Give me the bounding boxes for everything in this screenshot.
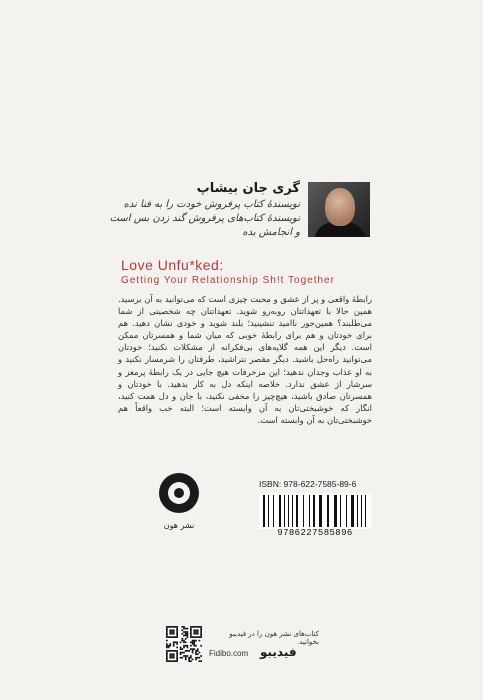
qr-cell bbox=[176, 641, 178, 643]
qr-cell bbox=[183, 645, 185, 647]
qr-cell bbox=[195, 652, 197, 654]
qr-cell bbox=[173, 641, 175, 643]
qr-cell bbox=[183, 626, 185, 628]
barcode-bar bbox=[268, 495, 269, 527]
qr-cell bbox=[169, 660, 171, 662]
barcode-bar bbox=[361, 495, 362, 527]
publisher-name: نشر هون bbox=[163, 521, 195, 530]
qr-cell bbox=[183, 655, 185, 657]
qr-cell bbox=[190, 633, 192, 635]
qr-cell bbox=[181, 626, 183, 628]
qr-cell bbox=[171, 650, 173, 652]
qr-cell bbox=[193, 648, 195, 650]
qr-cell bbox=[173, 650, 175, 652]
qr-cell bbox=[176, 636, 178, 638]
barcode-bar bbox=[365, 495, 366, 527]
barcode-bar bbox=[319, 495, 322, 527]
qr-cell bbox=[181, 638, 183, 640]
qr-cell bbox=[193, 645, 195, 647]
qr-cell bbox=[166, 640, 168, 642]
qr-cell bbox=[200, 645, 202, 647]
author-photo-face bbox=[325, 188, 355, 226]
qr-cell bbox=[181, 633, 183, 635]
qr-cell bbox=[197, 633, 199, 635]
barcode-bar bbox=[313, 495, 315, 527]
qr-cell bbox=[183, 635, 185, 637]
qr-cell bbox=[200, 631, 202, 633]
qr-cell bbox=[185, 628, 187, 630]
qr-cell bbox=[195, 657, 197, 659]
qr-cell bbox=[173, 629, 175, 631]
qr-cell bbox=[187, 635, 189, 637]
qr-cell bbox=[175, 626, 177, 628]
qr-cell bbox=[195, 645, 197, 647]
qr-cell bbox=[188, 657, 190, 659]
qr-cell bbox=[192, 652, 194, 654]
qr-cell bbox=[169, 636, 171, 638]
qr-cell bbox=[176, 633, 178, 635]
qr-cell bbox=[166, 659, 168, 661]
qr-cell bbox=[200, 629, 202, 631]
qr-cell bbox=[171, 660, 173, 662]
qr-cell bbox=[199, 636, 201, 638]
qr-cell bbox=[183, 647, 185, 649]
qr-cell bbox=[176, 659, 178, 661]
qr-cell bbox=[185, 659, 187, 661]
qr-cell bbox=[193, 631, 195, 633]
qr-cell bbox=[185, 641, 187, 643]
qr-cell bbox=[187, 650, 189, 652]
qr-cell bbox=[166, 635, 168, 637]
qr-cell bbox=[171, 655, 173, 657]
qr-cell bbox=[168, 626, 170, 628]
barcode bbox=[259, 493, 371, 529]
qr-cell bbox=[173, 653, 175, 655]
barcode-bar bbox=[273, 495, 274, 527]
qr-cell bbox=[173, 657, 175, 659]
qr-cell bbox=[190, 655, 192, 657]
qr-cell bbox=[190, 628, 192, 630]
qr-cell bbox=[169, 657, 171, 659]
qr-cell bbox=[166, 633, 168, 635]
qr-cell bbox=[166, 629, 168, 631]
qr-cell bbox=[176, 628, 178, 630]
qr-cell bbox=[200, 633, 202, 635]
qr-cell bbox=[175, 641, 177, 643]
qr-cell bbox=[193, 641, 195, 643]
qr-cell bbox=[171, 636, 173, 638]
qr-cell bbox=[168, 650, 170, 652]
qr-cell bbox=[192, 650, 194, 652]
barcode-digits: 9786227585896 bbox=[277, 528, 353, 538]
qr-cell bbox=[176, 626, 178, 628]
book-title-english: Love Unfu*ked: bbox=[121, 257, 224, 273]
qr-cell bbox=[180, 647, 182, 649]
qr-cell bbox=[187, 655, 189, 657]
qr-cell bbox=[197, 629, 199, 631]
qr-cell bbox=[166, 650, 168, 652]
qr-cell bbox=[197, 636, 199, 638]
qr-cell bbox=[166, 636, 168, 638]
qr-cell bbox=[173, 645, 175, 647]
qr-cell bbox=[183, 641, 185, 643]
qr-cell bbox=[199, 660, 201, 662]
qr-cell bbox=[192, 659, 194, 661]
qr-cell bbox=[185, 635, 187, 637]
qr-cell bbox=[173, 633, 175, 635]
qr-cell bbox=[185, 638, 187, 640]
qr-cell bbox=[173, 660, 175, 662]
qr-cell bbox=[176, 660, 178, 662]
barcode-bar bbox=[334, 495, 337, 527]
qr-cell bbox=[166, 660, 168, 662]
qr-cell bbox=[197, 648, 199, 650]
qr-cell bbox=[187, 628, 189, 630]
qr-cell bbox=[197, 650, 199, 652]
qr-cell bbox=[199, 657, 201, 659]
qr-cell bbox=[183, 631, 185, 633]
qr-cell bbox=[192, 641, 194, 643]
qr-cell bbox=[197, 626, 199, 628]
qr-cell bbox=[166, 657, 168, 659]
qr-cell bbox=[193, 636, 195, 638]
qr-cell bbox=[190, 636, 192, 638]
qr-cell bbox=[176, 655, 178, 657]
qr-cell bbox=[192, 643, 194, 645]
qr-cell bbox=[169, 631, 171, 633]
barcode-bar bbox=[288, 495, 289, 527]
qr-cell bbox=[166, 628, 168, 630]
qr-cell bbox=[190, 631, 192, 633]
barcode-bar bbox=[327, 495, 329, 527]
qr-cell bbox=[197, 657, 199, 659]
blurb-paragraph: رابطۀ واقعی و پر از عشق و محبت چیزی است که می‌توانید به آن برسید. همین حالا با تعهداتتان روبه‌رو شوید. تعهداتتان چه شخصیتی از شما می‌طلبند؟ همین‌جور ناامید ننشینید؛ بلند شوید و خودی نشان دهید. هم برای خودتان و هم برای رابطۀ خوبی که میان شما و همسرتان ممکن است. دیگر این همه گلایه‌های بی‌فکرانه از مشکلات نکنید؛ خودتان می‌توانید راه‌حل باشید. دیگر مقصر نتراشید، طرفتان را شرمسار نکنید و به او عذاب وجدان ندهید؛ این مزخرفات هیچ جایی در یک رابطۀ پرمغز و سرشار از عشق ندارد. خلاصه اینکه دل به کار بدهید. با خودتان و همسرتان صادق باشید، هیچ‌چیز را مخفی نکنید، با جان و دل همت کنید، انگار که خوشبختی‌تان به آن وابسته است؛ البته خب واقعاً هم خوشبختی‌تان به آن وابسته است. bbox=[118, 294, 372, 425]
qr-code-icon bbox=[166, 626, 202, 662]
qr-cell bbox=[199, 640, 201, 642]
qr-cell bbox=[171, 631, 173, 633]
qr-cell bbox=[185, 650, 187, 652]
qr-cell bbox=[166, 655, 168, 657]
qr-cell bbox=[176, 657, 178, 659]
qr-cell bbox=[195, 629, 197, 631]
author-credit-3: و انجامش بده bbox=[242, 227, 300, 238]
qr-cell bbox=[169, 655, 171, 657]
qr-cell bbox=[192, 640, 194, 642]
qr-cell bbox=[190, 635, 192, 637]
qr-cell bbox=[192, 648, 194, 650]
book-subtitle-english: Getting Your Relationship Sh!t Together bbox=[121, 275, 335, 286]
qr-cell bbox=[190, 657, 192, 659]
qr-cell bbox=[175, 660, 177, 662]
qr-cell bbox=[195, 636, 197, 638]
qr-cell bbox=[193, 633, 195, 635]
qr-cell bbox=[190, 645, 192, 647]
qr-cell bbox=[188, 659, 190, 661]
qr-cell bbox=[166, 645, 168, 647]
qr-cell bbox=[200, 628, 202, 630]
qr-cell bbox=[200, 655, 202, 657]
barcode-bar bbox=[303, 495, 304, 527]
qr-cell bbox=[181, 657, 183, 659]
qr-cell bbox=[195, 626, 197, 628]
qr-cell bbox=[185, 657, 187, 659]
qr-cell bbox=[180, 653, 182, 655]
qr-cell bbox=[176, 631, 178, 633]
qr-cell bbox=[180, 657, 182, 659]
qr-cell bbox=[176, 647, 178, 649]
author-credit-1: نویسندۀ کتاب پرفروش خودت را به فنا نده bbox=[123, 199, 300, 210]
qr-cell bbox=[190, 629, 192, 631]
qr-cell bbox=[180, 641, 182, 643]
qr-cell bbox=[173, 636, 175, 638]
barcode-bar bbox=[340, 495, 341, 527]
qr-cell bbox=[195, 633, 197, 635]
qr-cell bbox=[169, 643, 171, 645]
qr-cell bbox=[166, 647, 168, 649]
qr-cell bbox=[185, 633, 187, 635]
barcode-bar bbox=[263, 495, 265, 527]
barcode-bar bbox=[279, 495, 281, 527]
qr-cell bbox=[181, 629, 183, 631]
qr-cell bbox=[173, 643, 175, 645]
barcode-bar bbox=[357, 495, 358, 527]
qr-cell bbox=[169, 633, 171, 635]
qr-cell bbox=[171, 657, 173, 659]
qr-cell bbox=[200, 626, 202, 628]
qr-cell bbox=[185, 631, 187, 633]
qr-cell bbox=[193, 643, 195, 645]
qr-cell bbox=[190, 641, 192, 643]
qr-cell bbox=[173, 655, 175, 657]
qr-cell bbox=[190, 648, 192, 650]
qr-cell bbox=[176, 650, 178, 652]
qr-cell bbox=[181, 652, 183, 654]
blurb bbox=[118, 293, 372, 426]
qr-cell bbox=[180, 652, 182, 654]
qr-cell bbox=[175, 636, 177, 638]
author-photo bbox=[308, 182, 370, 237]
qr-cell bbox=[169, 626, 171, 628]
qr-cell bbox=[187, 633, 189, 635]
fidibo-domain: Fidibo.com bbox=[209, 649, 249, 658]
barcode-bar bbox=[296, 495, 298, 527]
qr-cell bbox=[183, 628, 185, 630]
qr-cell bbox=[187, 631, 189, 633]
qr-cell bbox=[176, 652, 178, 654]
qr-cell bbox=[190, 660, 192, 662]
qr-cell bbox=[187, 645, 189, 647]
qr-cell bbox=[173, 631, 175, 633]
fidibo-brand-logo: فیدیبو bbox=[260, 645, 297, 659]
barcode-bar bbox=[292, 495, 293, 527]
qr-cell bbox=[195, 631, 197, 633]
qr-cell bbox=[176, 643, 178, 645]
qr-cell bbox=[192, 626, 194, 628]
qr-cell bbox=[171, 629, 173, 631]
barcode-bar bbox=[351, 495, 354, 527]
qr-cell bbox=[193, 626, 195, 628]
qr-cell bbox=[168, 660, 170, 662]
author-credit-2: نویسندۀ کتاب‌های پرفروش گند زدن بس است bbox=[109, 213, 300, 224]
qr-cell bbox=[166, 643, 168, 645]
qr-cell bbox=[169, 650, 171, 652]
qr-cell bbox=[197, 653, 199, 655]
qr-cell bbox=[195, 640, 197, 642]
qr-cell bbox=[166, 626, 168, 628]
qr-cell bbox=[169, 653, 171, 655]
qr-cell bbox=[190, 626, 192, 628]
qr-cell bbox=[176, 635, 178, 637]
qr-cell bbox=[173, 626, 175, 628]
qr-cell bbox=[200, 660, 202, 662]
qr-cell bbox=[187, 636, 189, 638]
publisher-ring-logo-icon bbox=[157, 471, 201, 515]
author-block bbox=[100, 180, 300, 240]
qr-cell bbox=[192, 636, 194, 638]
author-name: گری جان بیشاپ bbox=[196, 181, 300, 196]
qr-cell bbox=[168, 645, 170, 647]
qr-cell bbox=[176, 629, 178, 631]
qr-cell bbox=[188, 650, 190, 652]
qr-cell bbox=[166, 631, 168, 633]
qr-cell bbox=[168, 647, 170, 649]
qr-cell bbox=[195, 653, 197, 655]
barcode-bar bbox=[346, 495, 347, 527]
qr-cell bbox=[195, 650, 197, 652]
qr-cell bbox=[168, 636, 170, 638]
qr-cell bbox=[183, 652, 185, 654]
qr-cell bbox=[176, 653, 178, 655]
qr-cell bbox=[193, 640, 195, 642]
qr-cell bbox=[200, 635, 202, 637]
qr-cell bbox=[169, 645, 171, 647]
qr-cell bbox=[181, 648, 183, 650]
qr-cell bbox=[197, 631, 199, 633]
qr-cell bbox=[199, 652, 201, 654]
barcode-bar bbox=[309, 495, 310, 527]
qr-cell bbox=[171, 626, 173, 628]
qr-cell bbox=[188, 660, 190, 662]
qr-cell bbox=[181, 640, 183, 642]
qr-cell bbox=[185, 655, 187, 657]
qr-cell bbox=[187, 647, 189, 649]
barcode-bar bbox=[284, 495, 285, 527]
qr-cell bbox=[195, 659, 197, 661]
fidibo-tagline: کتاب‌های نشر هون را در فیدیبو بخوانید. bbox=[229, 630, 319, 646]
qr-cell bbox=[166, 652, 168, 654]
qr-cell bbox=[166, 653, 168, 655]
qr-cell bbox=[193, 629, 195, 631]
qr-cell bbox=[183, 640, 185, 642]
qr-cell bbox=[169, 629, 171, 631]
qr-cell bbox=[171, 653, 173, 655]
isbn-label: ISBN: 978-622-7585-89-6 bbox=[259, 479, 357, 489]
qr-cell bbox=[171, 633, 173, 635]
qr-cell bbox=[199, 626, 201, 628]
qr-cell bbox=[180, 648, 182, 650]
qr-cell bbox=[200, 636, 202, 638]
qr-cell bbox=[175, 650, 177, 652]
qr-cell bbox=[185, 645, 187, 647]
